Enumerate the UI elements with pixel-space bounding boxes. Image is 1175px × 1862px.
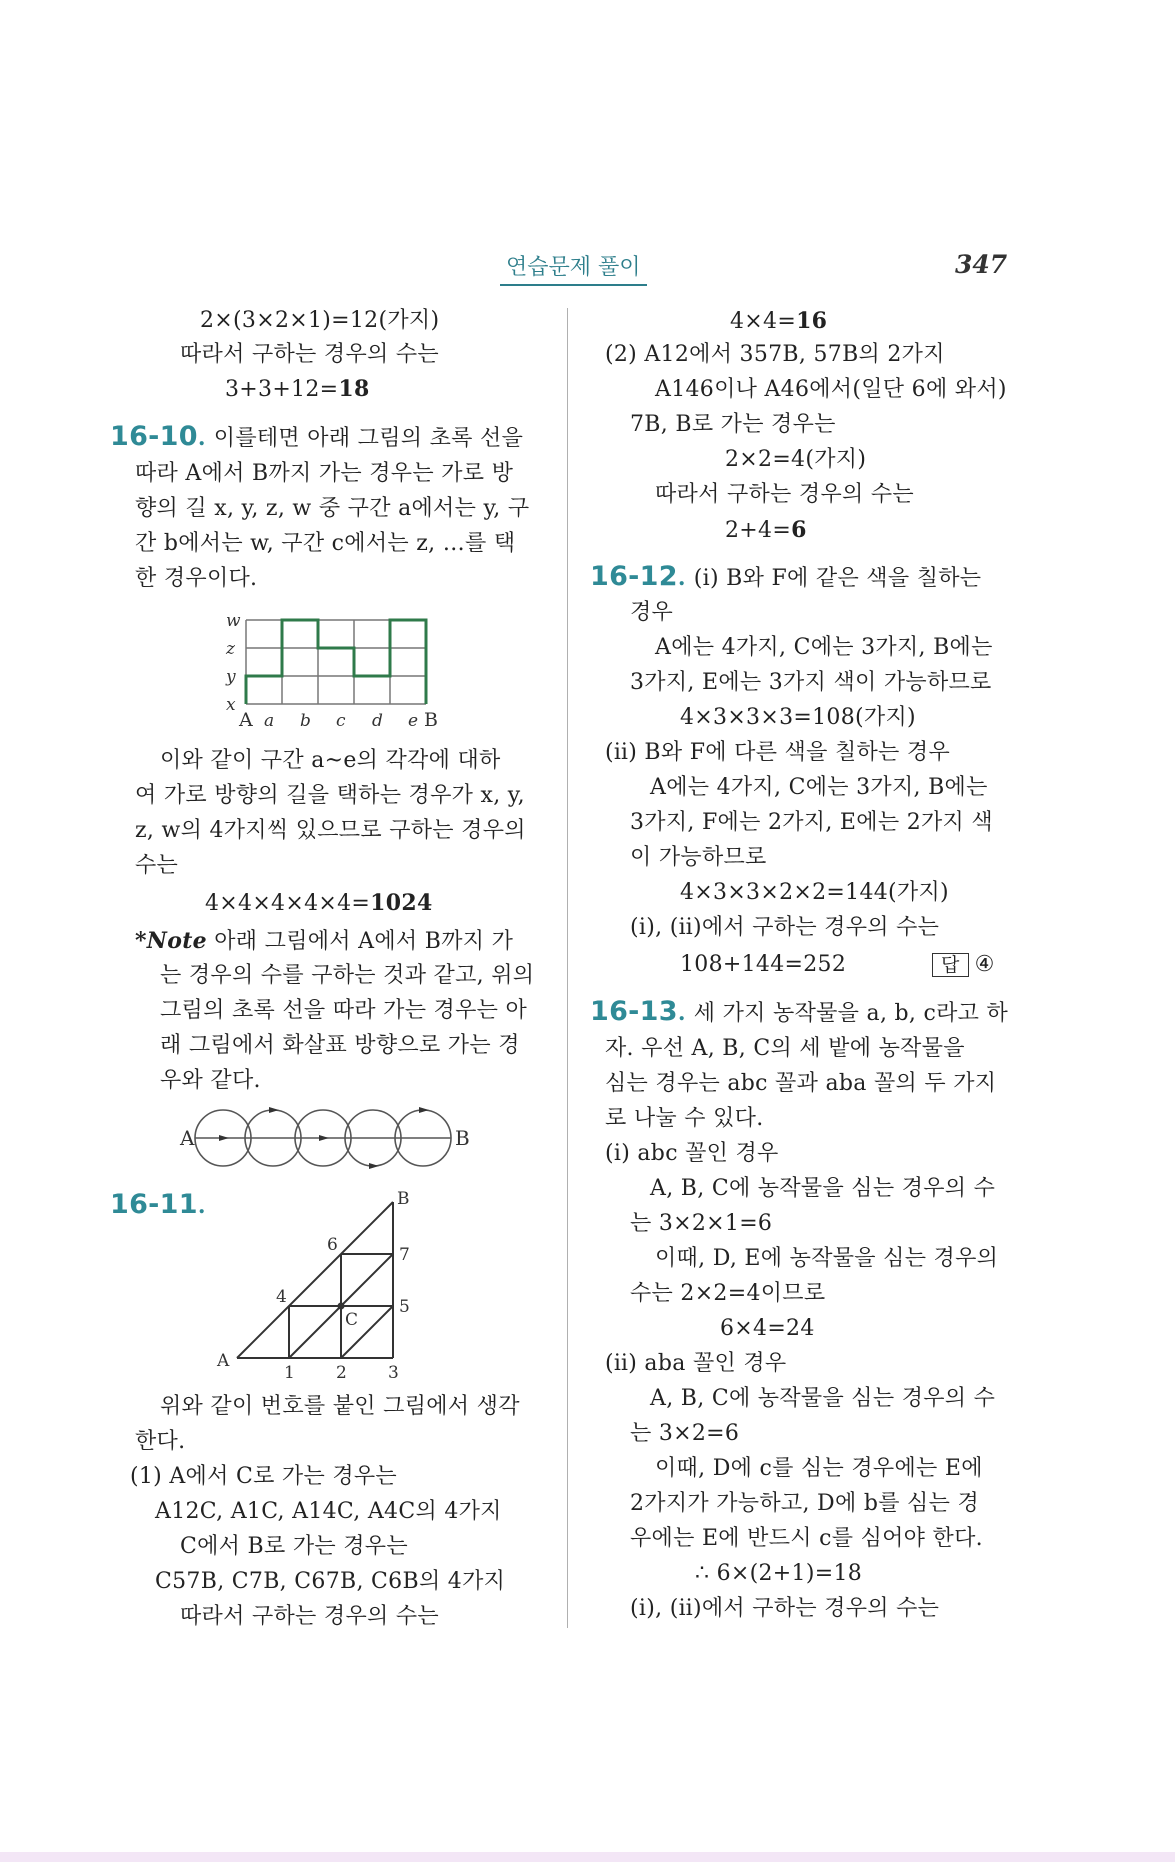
text-line: A, B, C에 농작물을 심는 경우의 수 xyxy=(650,1176,996,1201)
result-line: 4×4×4×4×4=1024 xyxy=(205,890,433,916)
text-line: (ⅰ) abc 꼴인 경우 xyxy=(605,1141,779,1166)
note-label: *Note xyxy=(135,928,207,954)
text-line: 2가지가 가능하고, D에 b를 심는 경 xyxy=(630,1491,980,1516)
text-line: 7B, B로 가는 경우는 xyxy=(630,412,836,437)
row-label: y xyxy=(226,667,236,687)
point-c-dot xyxy=(338,1303,345,1310)
bottom-strip xyxy=(0,1852,1175,1862)
point-a-label: A xyxy=(239,709,253,731)
text-line: (ⅰ), (ⅱ)에서 구하는 경우의 수는 xyxy=(630,1596,940,1621)
node-number: 5 xyxy=(399,1297,410,1317)
text-line: C57B, C7B, C67B, C6B의 4가지 xyxy=(155,1569,506,1594)
text-line: A12C, A1C, A14C, A4C의 4가지 xyxy=(155,1499,502,1524)
row-label: w xyxy=(226,611,241,631)
text-line: 수는 xyxy=(135,853,179,878)
column-label: d xyxy=(372,711,383,731)
text-line: ∴ 6×(2+1)=18 xyxy=(695,1561,863,1586)
text-line: z, w의 4가지씩 있으므로 구하는 경우의 xyxy=(135,818,526,843)
problem-number: 16-11 xyxy=(110,1189,198,1220)
text-line: 한 경우이다. xyxy=(135,566,258,591)
node-number: 7 xyxy=(399,1245,410,1265)
text-line: 위와 같이 번호를 붙인 그림에서 생각 xyxy=(160,1394,520,1419)
text-line: 우와 같다. xyxy=(160,1068,261,1093)
vertex-label: C xyxy=(345,1310,359,1330)
text-line: 심는 경우는 abc 꼴과 aba 꼴의 두 가지 xyxy=(605,1071,997,1096)
text-line: (ⅰ), (ⅱ)에서 구하는 경우의 수는 xyxy=(630,915,940,940)
text-line: 래 그림에서 화살표 방향으로 가는 경 xyxy=(160,1033,520,1058)
text-line: 2×(3×2×1)=12(가지) xyxy=(200,308,440,333)
result-line: 3+3+12=18 xyxy=(225,376,370,402)
note-first-line: *Note 아래 그림에서 A에서 B까지 가 xyxy=(135,928,514,954)
node-number: 6 xyxy=(327,1235,338,1255)
text-line: 따라서 구하는 경우의 수는 xyxy=(180,342,439,367)
point-b-label: B xyxy=(424,709,438,731)
column-label: a xyxy=(264,711,275,731)
text-line: 그림의 초록 선을 따라 가는 경우는 아 xyxy=(160,998,528,1023)
text-line: 이와 같이 구간 a~e의 각각에 대하 xyxy=(160,748,501,773)
node-number: 2 xyxy=(336,1363,347,1383)
text-line: A146이나 A46에서(일단 6에 와서) xyxy=(655,377,1007,402)
text-line: 간 b에서는 w, 구간 c에서는 z, …를 택 xyxy=(135,531,516,556)
problem-number: 16-10 xyxy=(110,421,198,452)
text-line: 3가지, E에는 3가지 색이 가능하므로 xyxy=(630,670,992,695)
text-line: 4×3×3×3=108(가지) xyxy=(680,705,916,730)
text-line: 따라 A에서 B까지 가는 경우는 가로 방 xyxy=(135,461,514,486)
text-line: 향의 길 x, y, z, w 중 구간 a에서는 y, 구 xyxy=(135,496,530,521)
answer-label: 답 xyxy=(932,953,969,977)
vertex-label: B xyxy=(397,1189,410,1209)
problem-number: 16-13 xyxy=(590,996,678,1027)
problem-16-10-first-line: 16-10. 이를테면 아래 그림의 초록 선을 xyxy=(110,421,524,452)
text-line: 이때, D에 c를 심는 경우에는 E에 xyxy=(655,1456,983,1481)
text-line: 따라서 구하는 경우의 수는 xyxy=(655,482,914,507)
text-line: (ⅱ) aba 꼴인 경우 xyxy=(605,1351,787,1376)
point-b-label: B xyxy=(455,1126,470,1150)
text-line: 자. 우선 A, B, C의 세 밭에 농작물을 xyxy=(605,1036,965,1061)
text-line: (ⅱ) B와 F에 다른 색을 칠하는 경우 xyxy=(605,740,951,765)
row-label: z xyxy=(226,639,235,659)
answer-mark xyxy=(932,950,995,980)
page-number: 347 xyxy=(955,250,1008,279)
text-line: 4×3×3×2×2=144(가지) xyxy=(680,880,949,905)
column-label: e xyxy=(408,711,419,731)
column-divider xyxy=(567,308,568,1628)
row-label: x xyxy=(226,695,236,715)
text-line: 경우 xyxy=(630,600,674,625)
text-line: 따라서 구하는 경우의 수는 xyxy=(180,1604,439,1629)
text-line: 여 가로 방향의 길을 택하는 경우가 x, y, xyxy=(135,783,525,808)
section-title: 연습문제 풀이 xyxy=(500,250,647,286)
text-line: 6×4=24 xyxy=(720,1316,815,1341)
node-number: 3 xyxy=(388,1363,399,1383)
text-line: A에는 4가지, C에는 3가지, B에는 xyxy=(650,775,988,800)
node-number: 4 xyxy=(276,1287,287,1307)
text-line: 3가지, F에는 2가지, E에는 2가지 색 xyxy=(630,810,993,835)
text-line: 이때, D, E에 농작물을 심는 경우의 xyxy=(655,1246,999,1271)
node-number: 1 xyxy=(284,1363,295,1383)
triangle-grid-figure xyxy=(215,1189,425,1383)
text-line: 우에는 E에 반드시 c를 심어야 한다. xyxy=(630,1526,983,1551)
problem-number: 16-12 xyxy=(590,561,678,592)
result-line: 4×4=16 xyxy=(730,308,828,334)
arc-path-figure xyxy=(175,1104,505,1174)
text-line: A, B, C에 농작물을 심는 경우의 수 xyxy=(650,1386,996,1411)
text-line: A에는 4가지, C에는 3가지, B에는 xyxy=(655,635,993,660)
text-line: 한다. xyxy=(135,1429,186,1454)
point-a-label: A xyxy=(180,1126,195,1150)
text-line: (1) A에서 C로 가는 경우는 xyxy=(130,1464,397,1489)
text-line: 로 나눌 수 있다. xyxy=(605,1106,764,1131)
text-line: (2) A12에서 357B, 57B의 2가지 xyxy=(605,342,945,367)
text-line: 108+144=252 xyxy=(680,952,847,977)
text-line: 는 경우의 수를 구하는 것과 같고, 위의 xyxy=(160,963,535,988)
text-line: 이 가능하므로 xyxy=(630,845,767,870)
text-line: C에서 B로 가는 경우는 xyxy=(180,1534,408,1559)
result-line: 2+4=6 xyxy=(725,517,807,543)
vertex-label: A xyxy=(217,1351,230,1371)
text-line: 는 3×2=6 xyxy=(630,1421,740,1446)
text-line: 는 3×2×1=6 xyxy=(630,1211,773,1236)
answer-value: ④ xyxy=(974,952,995,977)
text-line: 수는 2×2=4이므로 xyxy=(630,1281,826,1306)
green-path xyxy=(246,620,426,704)
column-label: b xyxy=(300,711,311,731)
text-line: 2×2=4(가지) xyxy=(725,447,867,472)
problem-16-13-first-line: 16-13. 세 가지 농작물을 a, b, c라고 하 xyxy=(590,996,1009,1027)
problem-16-12-first-line: 16-12. (ⅰ) B와 F에 같은 색을 칠하는 xyxy=(590,561,982,592)
grid-path-figure xyxy=(220,606,450,736)
problem-16-11-first-line: 16-11. xyxy=(110,1189,206,1220)
column-label: c xyxy=(336,711,346,731)
